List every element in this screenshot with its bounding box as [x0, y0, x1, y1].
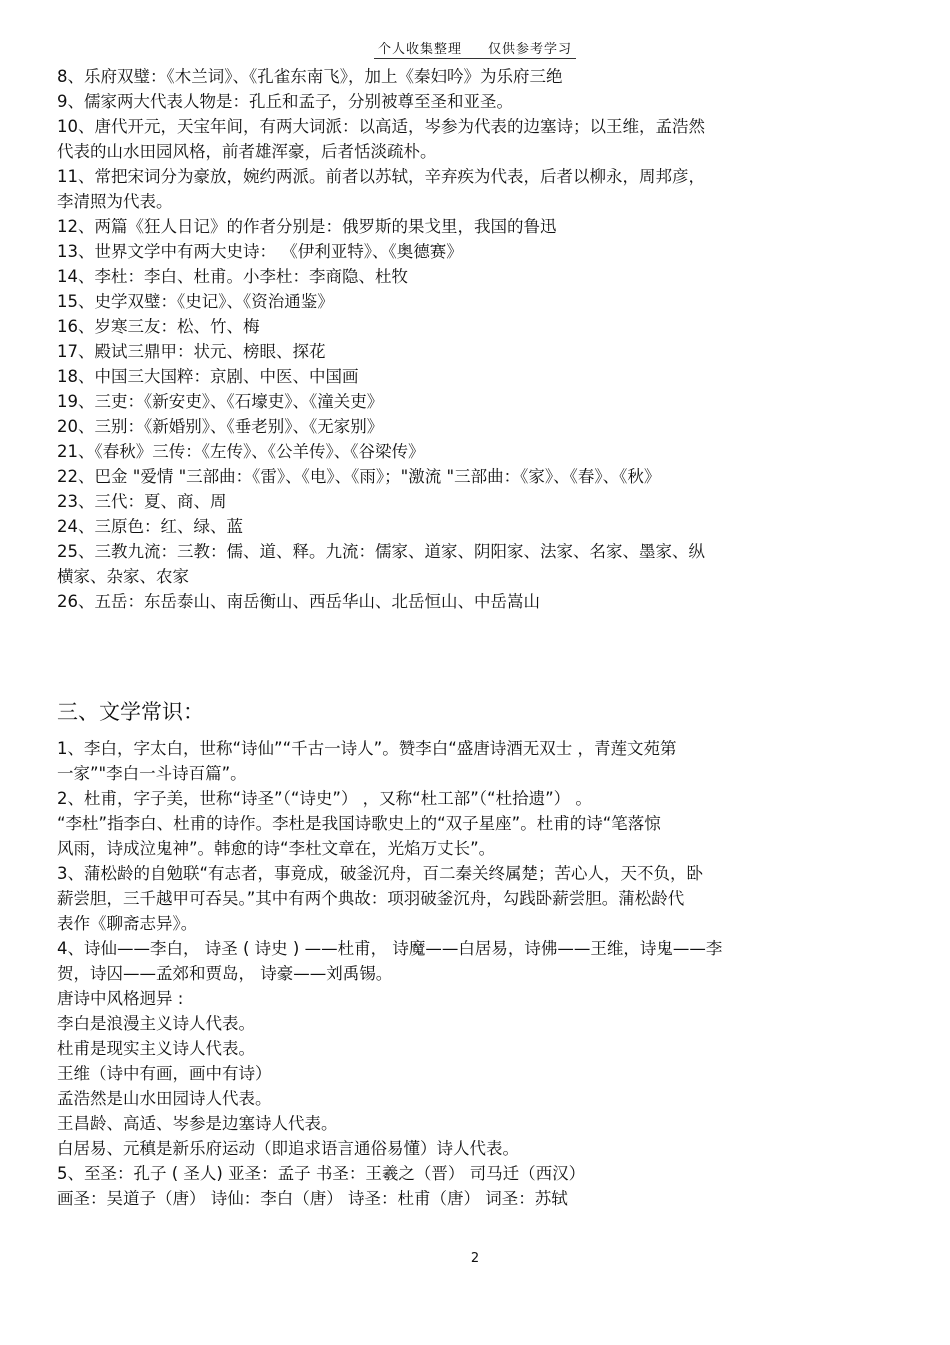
- list-line: 18、中国三大国粹：京剧、中医、中国画: [57, 367, 359, 386]
- section-line: 画圣：吴道子（唐） 诗仙：李白（唐） 诗圣：杜甫（唐） 词圣：苏轼: [57, 1189, 568, 1208]
- list-line: 23、三代：夏、商、周: [57, 492, 227, 511]
- list-line: 11、常把宋词分为豪放，婉约两派。前者以苏轼，辛弃疾为代表，后者以柳永，周邦彦，: [57, 167, 705, 186]
- section-line: 王维（诗中有画，画中有诗）: [57, 1064, 272, 1083]
- section-line: “李杜”指李白、杜甫的诗作。李杜是我国诗歌史上的“双子星座”。杜甫的诗“笔落惊: [57, 814, 661, 833]
- section-line: 白居易、元稹是新乐府运动（即追求语言通俗易懂）诗人代表。: [57, 1139, 519, 1158]
- list-line: 李清照为代表。: [57, 192, 173, 211]
- header-right-text: 仅供参考学习: [488, 42, 573, 57]
- list-line: 8、乐府双璧：《木兰词》、《孔雀东南飞》，加上《秦妇吟》为乐府三绝: [57, 67, 563, 86]
- section-line: 唐诗中风格迥异 :: [57, 989, 184, 1008]
- section-line: 薪尝胆，三千越甲可吞吴。”其中有两个典故：项羽破釜沉舟，勾践卧薪尝胆。蒲松龄代: [57, 889, 685, 908]
- section-line: 杜甫是现实主义诗人代表。: [57, 1039, 255, 1058]
- page-number: 2: [470, 1251, 480, 1266]
- section-line: 一家”"李白一斗诗百篇”。: [57, 764, 247, 783]
- header-left-text: 个人收集整理: [377, 42, 462, 57]
- list-line: 9、儒家两大代表人物是：孔丘和孟子，分别被尊至圣和亚圣。: [57, 92, 513, 111]
- section-line: 贺，诗囚——孟郊和贾岛， 诗豪——刘禹锡。: [57, 964, 393, 983]
- section-line: 1、李白，字太白，世称“诗仙”“千古一诗人”。赞李白“盛唐诗酒无双士 ，青莲文苑第: [57, 739, 677, 758]
- section-title: 三、文学常识：: [57, 700, 204, 724]
- list-line: 13、世界文学中有两大史诗： 《伊利亚特》、《奥德赛》: [57, 242, 463, 261]
- list-line: 14、李杜：李白、杜甫。小李杜：李商隐、杜牧: [57, 267, 408, 286]
- list-line: 26、五岳：东岳泰山、南岳衡山、西岳华山、北岳恒山、中岳嵩山: [57, 592, 540, 611]
- list-line: 19、三吏：《新安吏》、《石壕吏》、《潼关吏》: [57, 392, 384, 411]
- list-line: 24、三原色：红、绿、蓝: [57, 517, 243, 536]
- list-line: 15、史学双璧：《史记》、《资治通鉴》: [57, 292, 334, 311]
- list-line: 17、殿试三鼎甲：状元、榜眼、探花: [57, 342, 326, 361]
- section-line: 表作《聊斋志异》。: [57, 914, 198, 933]
- list-line: 20、三别：《新婚别》、《垂老别》、《无家别》: [57, 417, 384, 436]
- section-line: 王昌龄、高适、岑参是边塞诗人代表。: [57, 1114, 338, 1133]
- list-line: 12、两篇《狂人日记》的作者分别是：俄罗斯的果戈里，我国的鲁迅: [57, 217, 557, 236]
- page-header: [0, 38, 950, 59]
- section-line: 5、至圣：孔子 ( 圣人) 亚圣：孟子 书圣：王羲之（晋） 司马迁（西汉）: [57, 1164, 586, 1183]
- list-line: 横家、杂家、农家: [57, 567, 189, 586]
- section-line: 3、蒲松龄的自勉联“有志者，事竟成，破釜沉舟，百二秦关终属楚；苦心人，天不负，卧: [57, 864, 704, 883]
- section-line: 风雨，诗成泣鬼神”。韩愈的诗“李杜文章在，光焰万丈长”。: [57, 839, 496, 858]
- header-rule: [374, 38, 576, 59]
- list-line: 16、岁寒三友：松、竹、梅: [57, 317, 260, 336]
- list-line: 10、唐代开元，天宝年间，有两大词派：以高适，岑参为代表的边塞诗；以王维，孟浩然: [57, 117, 705, 136]
- section-line: 4、诗仙——李白， 诗圣 ( 诗史 ) ——杜甫， 诗魔——白居易，诗佛——王维，诗鬼——李: [57, 939, 723, 958]
- list-line: 25、三教九流：三教：儒、道、释。九流：儒家、道家、阴阳家、法家、名家、墨家、纵: [57, 542, 705, 561]
- section-line: 李白是浪漫主义诗人代表。: [57, 1014, 255, 1033]
- section-heading: [57, 697, 897, 727]
- list-line: 代表的山水田园风格，前者雄浑豪，后者恬淡疏朴。: [57, 142, 437, 161]
- numbered-list: [57, 64, 897, 614]
- list-line: 22、巴金 "爱情 "三部曲：《雷》、《电》、《雨》；"激流 "三部曲：《家》、《春》、《秋》: [57, 467, 661, 486]
- section-line: 孟浩然是山水田园诗人代表。: [57, 1089, 272, 1108]
- section-body: [57, 736, 897, 1211]
- list-line: 21、《春秋》三传：《左传》、《公羊传》、《谷梁传》: [57, 442, 425, 461]
- section-line: 2、杜甫，字子美，世称“诗圣”（“诗史”） ，又称“杜工部”（“杜拾遗”） 。: [57, 789, 592, 808]
